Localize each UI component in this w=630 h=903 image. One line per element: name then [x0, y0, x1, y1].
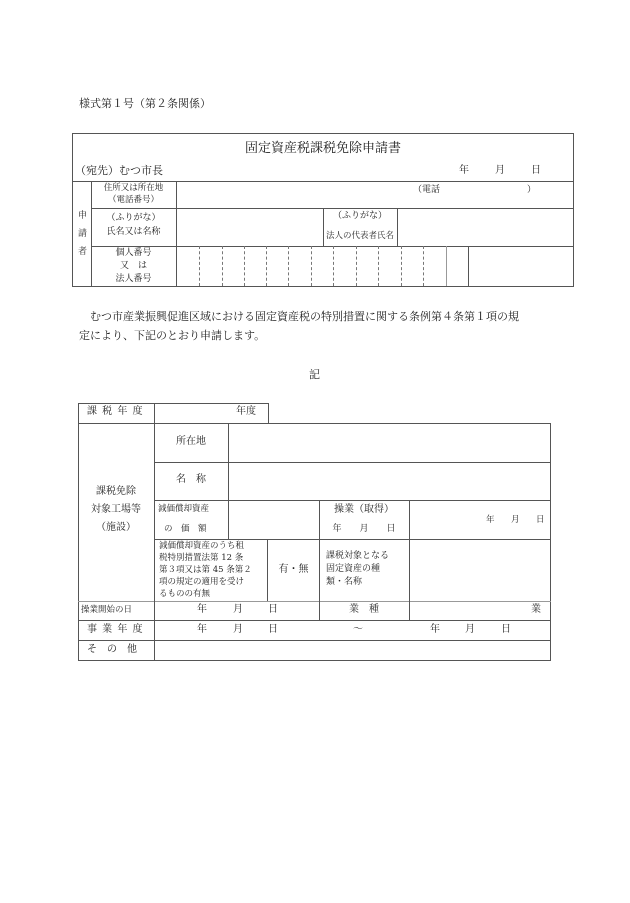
facility-label-2: 対象工場等 [91, 504, 141, 515]
addressee: （宛先）むつ市長 [75, 164, 163, 177]
tax-year-suffix: 年度 [236, 406, 256, 417]
operation-label-2: 年 月 日 [332, 524, 396, 534]
applicant-label-3: 者 [78, 247, 88, 257]
special-measures-label-3: 第３項又は第 45 条第２ [159, 565, 252, 575]
industry-input[interactable] [410, 602, 525, 620]
ki-heading: 記 [309, 368, 320, 381]
other-label: そ の 他 [87, 644, 137, 655]
rep-furigana-label: （ふりがな） [332, 211, 387, 221]
tax-year-label: 課 税 年 度 [87, 406, 144, 417]
asset-type-label-1: 課税対象となる [326, 551, 390, 561]
start-date-input[interactable] [155, 602, 319, 620]
location-label: 所在地 [176, 436, 206, 447]
furigana-label: （ふりがな） [106, 213, 161, 223]
business-year-from-day: 日 [268, 624, 278, 635]
business-year-to-month: 月 [465, 624, 475, 635]
applicant-label-2: 請 [78, 229, 88, 239]
operation-date-day: 日 [536, 515, 545, 525]
start-date-month: 月 [233, 604, 243, 615]
asset-type-input[interactable] [410, 540, 550, 601]
special-measures-label-5: るものの有無 [159, 589, 211, 599]
phone-prefix: （電話 [413, 185, 441, 195]
facility-label-3: （施設） [96, 522, 136, 533]
operation-date-year: 年 [486, 515, 495, 525]
tax-year-input[interactable] [155, 404, 235, 423]
special-measures-label-2: 税特別措置法第 12 条 [159, 553, 244, 563]
operation-date-input[interactable] [410, 501, 550, 539]
date-month-label: 月 [495, 165, 505, 176]
business-year-tilde: ～ [353, 624, 363, 635]
applicant-label-1: 申 [78, 211, 88, 221]
business-year-to-year: 年 [430, 624, 440, 635]
facility-label-1: 課税免除 [96, 486, 136, 497]
start-date-label: 操業開始の日 [81, 605, 133, 615]
industry-label: 業 種 [349, 604, 379, 615]
phone-label: （電話番号） [107, 195, 159, 205]
asset-type-label-3: 類・名称 [326, 577, 363, 587]
address-label: 住所又は所在地 [103, 183, 164, 193]
facility-name-input[interactable] [229, 463, 550, 500]
depreciable-value-input[interactable] [229, 501, 319, 539]
depreciable-value-label-1: 減価償却資産 [158, 504, 210, 514]
business-year-label: 事 業 年 度 [87, 624, 144, 635]
number-label-3: 法人番号 [115, 274, 152, 284]
statement-line-2: 定により、下記のとおり申請します。 [79, 329, 266, 342]
statement-line-1: むつ市産業振興促進区域における固定資産税の特別措置に関する条例第４条第１項の規 [90, 310, 519, 323]
rep-name-label: 法人の代表者氏名 [325, 231, 394, 241]
number-label-1: 個人番号 [115, 248, 152, 258]
business-year-to-day: 日 [501, 624, 511, 635]
business-year-from-year: 年 [197, 624, 207, 635]
facility-name-label: 名 称 [176, 474, 206, 485]
date-day-label: 日 [531, 165, 541, 176]
special-measures-label-1: 減価償却資産のうち租 [159, 541, 245, 551]
business-year-input[interactable] [155, 621, 550, 640]
start-date-day: 日 [268, 604, 278, 615]
industry-suffix: 業 [531, 604, 541, 615]
start-date-year: 年 [197, 604, 207, 615]
form-number: 様式第１号（第２条関係） [79, 97, 211, 110]
phone-suffix: ） [527, 185, 537, 195]
depreciable-value-label-2: の 価 額 [164, 524, 207, 534]
asset-type-label-2: 固定資産の種 [326, 564, 381, 574]
date-year-label: 年 [459, 165, 469, 176]
yes-no-choice[interactable]: 有・無 [278, 564, 309, 575]
operation-label-1: 操業（取得） [334, 504, 394, 515]
form-title: 固定資産税課税免除申請書 [244, 141, 401, 156]
business-year-from-month: 月 [233, 624, 243, 635]
location-input[interactable] [229, 424, 550, 462]
special-measures-label-4: 項の規定の適用を受け [159, 577, 245, 587]
operation-date-month: 月 [511, 515, 520, 525]
other-input[interactable] [155, 641, 550, 660]
number-label-2: 又 は [119, 261, 147, 271]
name-label: 氏名又は名称 [106, 227, 161, 237]
